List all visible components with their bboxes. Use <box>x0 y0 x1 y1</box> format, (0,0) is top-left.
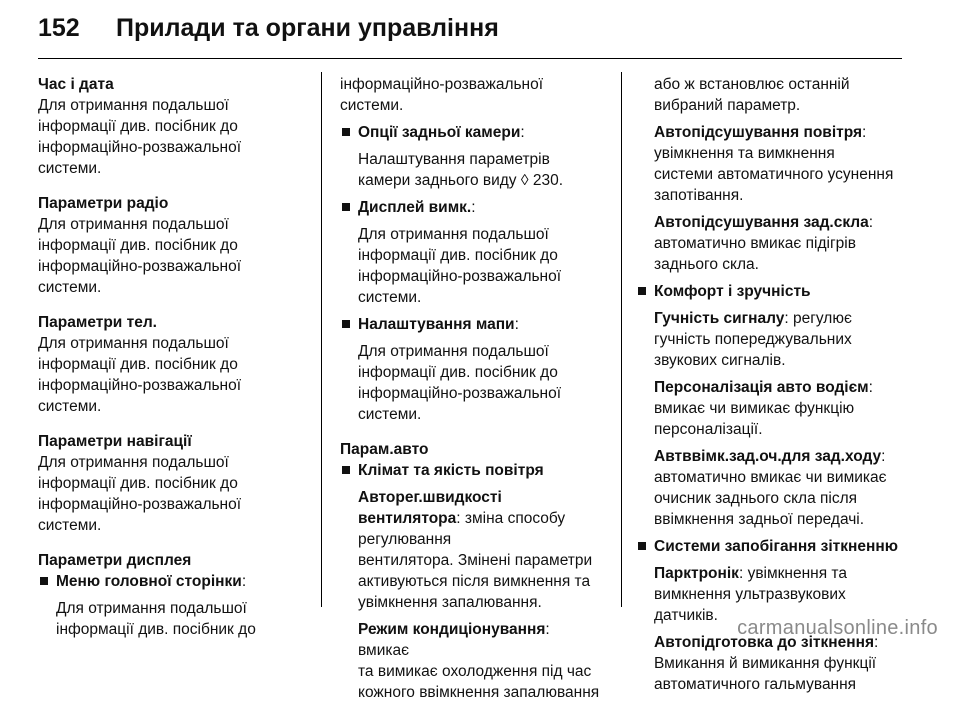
sub-item <box>636 122 921 206</box>
section-text: Для отримання подальшої інформації див. посібник до інформаційно-розважальної системи. <box>38 97 242 177</box>
sub-item <box>636 308 921 371</box>
sub-item-label: Парктронік <box>654 565 739 582</box>
section-text: Для отримання подальшої інформації див. посібник до інформаційно-розважальної системи. <box>38 454 242 534</box>
section-heading: Параметри навігації <box>38 433 192 450</box>
sub-item-text: : вмикає чи вимикає функцію персоналізації. <box>654 379 873 438</box>
sub-item-text: : Вмикання й вимикання функції автоматичного гальмування <box>654 634 879 693</box>
bullet-label: Меню головної сторінки <box>56 573 242 590</box>
bullet-item <box>340 122 605 143</box>
section-heading: Параметри тел. <box>38 314 157 331</box>
page-header <box>38 14 499 54</box>
bullet-text: Налаштування параметрів камери заднього виду ◊ 230. <box>358 151 563 189</box>
sub-item-label: Автопідсушування повітря <box>654 124 863 141</box>
sub-item-text: : вмикає та вимикає охолодження під час кожного ввімкнення запалювання <box>358 621 600 701</box>
bullet-suffix: : <box>520 124 525 141</box>
bullet-item <box>340 314 605 335</box>
bullet-suffix: : <box>471 199 476 216</box>
sub-item-label: Режим кондиціонування <box>358 621 546 638</box>
sub-item <box>340 487 605 613</box>
sub-item-text: : автоматично вмикає підігрів заднього скла. <box>654 214 874 273</box>
sub-item-label: Автввімк.зад.оч.для зад.ходу <box>654 448 882 465</box>
section-heading: Час і дата <box>38 76 114 93</box>
bullet-label: Дисплей вимк. <box>358 199 472 216</box>
sub-item-text: : регулює гучність попереджувальних звукових сигналів. <box>654 310 852 369</box>
sub-item-label: Персоналізація авто водієм <box>654 379 869 396</box>
bullet-text: Для отримання подальшої інформації див. посібник до <box>56 600 256 638</box>
sub-item-label: Автопідсушування зад.скла <box>654 214 869 231</box>
section-navigation <box>38 431 303 536</box>
bullet-text: Для отримання подальшої інформації див. посібник до інформаційно-розважальної системи. <box>358 343 562 423</box>
column-divider <box>321 72 322 607</box>
sub-item-text: : увімкнення та вимкнення системи автоматичного усунення запотівання. <box>654 124 894 204</box>
bullet-label: Налаштування мапи <box>358 316 515 333</box>
column-3 <box>636 74 921 701</box>
sub-item-text: : автоматично вмикає чи вимикає очисник заднього скла після ввімкнення задньої передачі. <box>654 448 887 528</box>
section-display <box>38 550 303 640</box>
column-1 <box>38 74 303 646</box>
sub-item <box>636 632 921 695</box>
section-radio <box>38 193 303 298</box>
continued-text: інформаційно-розважальної системи. <box>340 76 544 114</box>
header-divider <box>38 58 902 59</box>
bullet-item <box>636 536 921 557</box>
bullet-label: Системи запобігання зіткненню <box>654 538 898 555</box>
section-heading: Параметри дисплея <box>38 552 192 569</box>
section-text: Для отримання подальшої інформації див. посібник до інформаційно-розважальної системи. <box>38 335 242 415</box>
bullet-item <box>340 197 605 218</box>
sub-item <box>636 446 921 530</box>
bullet-suffix: : <box>241 573 247 590</box>
section-heading: Парам.авто <box>340 441 429 458</box>
bullet-label: Опції задньої камери <box>358 124 521 141</box>
bullet-item <box>340 460 605 481</box>
sub-item <box>636 212 921 275</box>
section-phone <box>38 312 303 417</box>
bullet-label: Клімат та якість повітря <box>358 462 544 479</box>
bullet-label: Комфорт і зручність <box>654 283 811 300</box>
sub-item-label: Гучність сигналу <box>654 310 785 327</box>
sub-item <box>340 619 605 703</box>
bullet-suffix: : <box>514 316 519 333</box>
section-heading: Параметри радіо <box>38 195 169 212</box>
sub-item <box>636 377 921 440</box>
page-title: Прилади та органи управління <box>116 14 499 42</box>
page-number: 152 <box>38 14 80 42</box>
bullet-text: Для отримання подальшої інформації див. посібник до інформаційно-розважальної системи. <box>358 226 562 306</box>
bullet-item <box>38 571 303 592</box>
continued-text: або ж встановлює останній вибраний параметр. <box>654 76 850 114</box>
section-time-date <box>38 74 303 179</box>
sub-item-text: : увімкнення та вимкнення ультразвукових датчиків. <box>654 565 847 624</box>
watermark: carmanualsonline.info <box>737 617 938 639</box>
bullet-item <box>636 281 921 302</box>
section-text: Для отримання подальшої інформації див. посібник до інформаційно-розважальної системи. <box>38 216 242 296</box>
sub-item-label: Автопідготовка до зіткнення <box>654 634 875 651</box>
column-2 <box>340 74 605 709</box>
sub-item-text: : зміна способу регулювання вентилятора. Змінені параметри активуються після вимкнення та увімкнення запалювання. <box>358 510 593 611</box>
sub-item-label: Авторег.швидкості вентилятора <box>358 489 502 527</box>
column-divider <box>621 72 622 607</box>
